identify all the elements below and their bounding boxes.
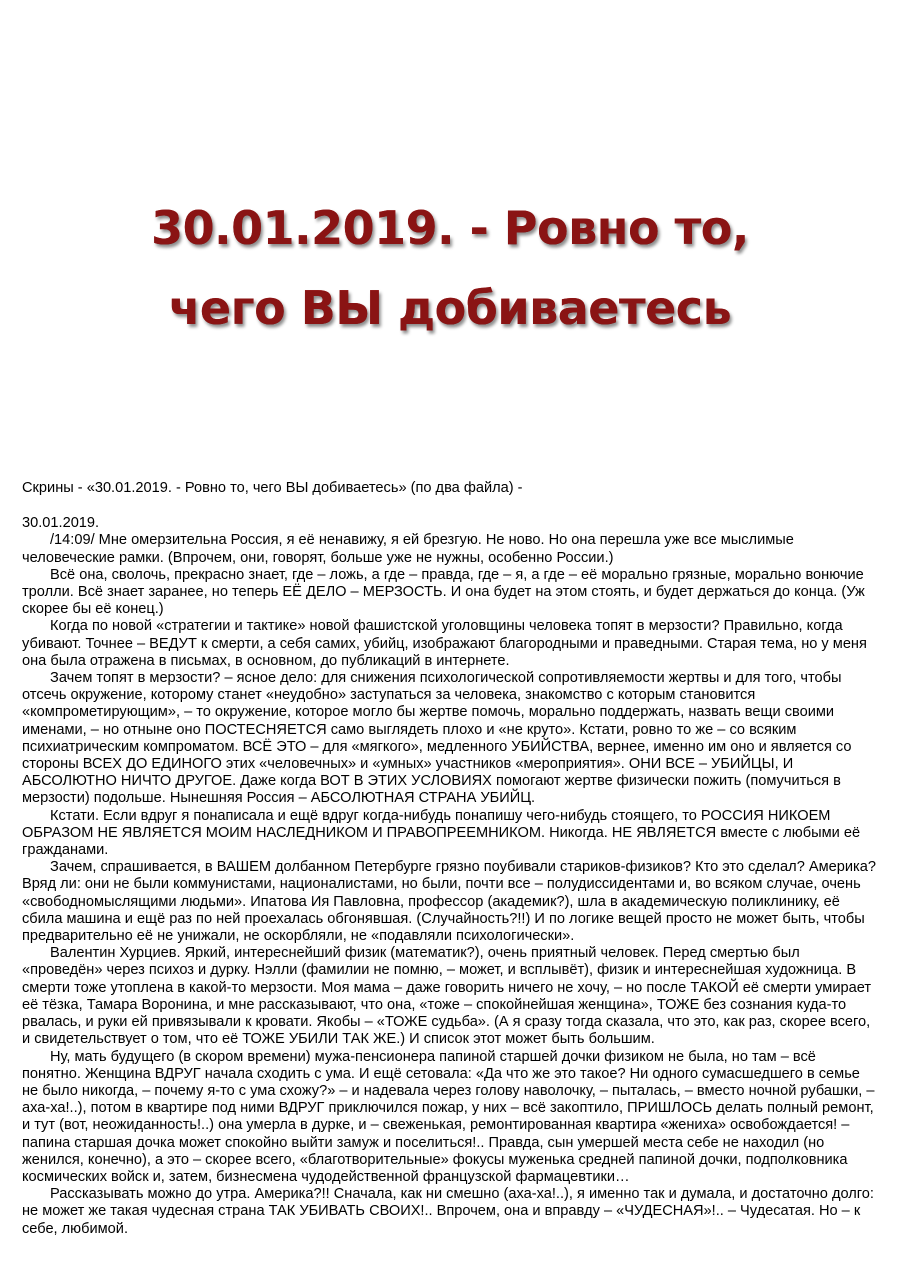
paragraph-7: Валентин Хурциев. Яркий, интереснейший физик (математик?), очень приятный человек. Перед смертью был «проведён» через психоз и дурку. Нэлли (фамилии не помню, – может, и всплывёт), физик и интереснейшая художница. В смерти тоже утоплена в какой-то мерзости. Моя мама – даже говорить ничего не хочу, – но после ТАКОЙ её смерти умирает её тёзка, Тамара Воронина, и мне рассказывают, что она, «тоже – спокойнейшая женщина», ТОЖЕ без сознания куда-то рвалась, и руки ей привязывали к кровати. Якобы – «ТОЖЕ судьба». (А я сразу тогда сказала, что это, как раз, скорее всего, и свидетельствует о том, что её ТОЖЕ УБИЛИ ТАК ЖЕ.) И список этот может быть большим. [22,945,872,1048]
paragraph-6: Зачем, спрашивается, в ВАШЕМ долбанном Петербурге грязно поубивали стариков-физиков? Кто это сделал? Америка? Вряд ли: они не были коммунистами, националистами, но были, почти все – полудиссидентами и, во всяком случае, очень «свободномыслящими людьми». Ипатова Ия Павловна, профессор (академик?), шла в академическую поликлинику, её сбила машина и ещё раз по ней проехалась обгонявшая. (Случайность?!!) И по логике вещей просто не может быть, чтобы предварительно её не унижали, не оскорбляли, не «подавляли психологически». [22,859,876,945]
screens-note: Скрины - «30.01.2019. - Ровно то, чего ВЫ добиваетесь» (по два файла) - [22,480,523,496]
paragraph-4: Зачем топят в мерзости? – ясное дело: для снижения психологической сопротивляемости жертвы и для того, чтобы отсечь окружение, которому станет «неудобно» заступаться за человека, знакомство с которым становится «компрометирующим», – то окружение, которое могло бы жертве помочь, морально поддержать, назвать вещи своими именами, – но отныне оно ПОСТЕСНЯЕТСЯ само выглядеть плохо и «не круто». Кстати, ровно то же – со всяким психиатрическим компроматом. ВСЁ ЭТО – для «мягкого», медленного УБИЙСТВА, вернее, именно им оно и является со стороны ВСЕХ ДО ЕДИНОГО этих «человечных» и «умных» участников «мероприятия». ОНИ ВСЕ – УБИЙЦЫ, И АБСОЛЮТНО НИЧТО ДРУГОЕ. Даже когда ВОТ В ЭТИХ УСЛОВИЯХ помогают жертве физически пожить (помучиться в мерзости) подольше. Нынешняя Россия – АБСОЛЮТНАЯ СТРАНА УБИЙЦ. [22,670,852,807]
entry-date: 30.01.2019. [22,515,100,532]
paragraph-5: Кстати. Если вдруг я понаписала и ещё вдруг когда-нибудь понапишу чего-нибудь стоящего, то РОССИЯ НИКОЕМ ОБРАЗОМ НЕ ЯВЛЯЕТСЯ МОИМ НАСЛЕДНИКОМ И ПРАВОПРЕЕМНИКОМ. Никогда. НЕ ЯВЛЯЕТСЯ вместе с любыми её гражданами. [22,807,861,859]
paragraph-9: Рассказывать можно до утра. Америка?!! Сначала, как ни смешно (аха-ха!..), я именно так и думала, и достаточно долго: не может же такая чудесная страна ТАК УБИВАТЬ СВОИХ!.. Впрочем, она и вправду – «ЧУДЕСНАЯ»!.. – Чудесатая. Но – к себе, любимой. [22,1186,874,1237]
document-title [0,196,900,340]
title-line-2 [0,276,900,340]
title-line-2-text: чего ВЫ добиваетесь [168,281,732,335]
paragraph-2: Всё она, сволочь, прекрасно знает, где – ложь, а где – правда, где – я, а где – её морально грязные, морально вонючие тролли. Всё знает заранее, но теперь ЕЁ ДЕЛО – МЕРЗОСТЬ. И она будет на этом стоять, и будет держаться до конца. (Уж скорее бы её конец.) [22,566,865,618]
paragraph-3: Когда по новой «стратегии и тактике» новой фашистской уголовщины человека топят в мерзости? Правильно, когда убивают. Точнее – ВЕДУТ к смерти, а себя самих, убийц, изображают благородными и праведными. Старая тема, но у меня она была отражена в письмах, в основном, до публикаций в интернете. [22,618,867,669]
title-line-1 [0,196,900,260]
title-line-1-text: 30.01.2019. - Ровно то, [151,201,749,255]
document-body [22,480,878,1238]
paragraph-8: Ну, мать будущего (в скором времени) мужа-пенсионера папиной старшей дочки физиком не была, но там – всё понятно. Женщина ВДРУГ начала сходить с ума. И ещё сетовала: «Да что же это такое? Ни одного сумасшедшего в семье не было никогда, – почему я-то с ума схожу?» – и надевала через голову наволочку, – пыталась, – вместо ночной рубашки, – аха-ха!..), потом в квартире под ними ВДРУГ приключился пожар, у них – всё закоптило, ПРИШЛОСЬ делать полный ремонт, и тут (вот, неожиданность!..) она умерла в дурке, и – свеженькая, ремонтированная квартира «жениха» освобождается! – папина старшая дочка может спокойно выйти замуж и поселиться!.. Правда, сын умершей места себе не находил (но женился, конечно), а это – скорее всего, «благотворительные» фокусы муженька средней папиной дочки, подполковника космических войск и, затем, бизнесмена чудодейственной французской фармацевтики… [22,1048,875,1185]
paragraph-1: /14:09/ Мне омерзительна Россия, я её ненавижу, я ей брезгую. Не ново. Но она перешла уже все мыслимые человеческие рамки. (Впрочем, они, говорят, больше уже не нужны, особенно России.) [22,532,794,566]
